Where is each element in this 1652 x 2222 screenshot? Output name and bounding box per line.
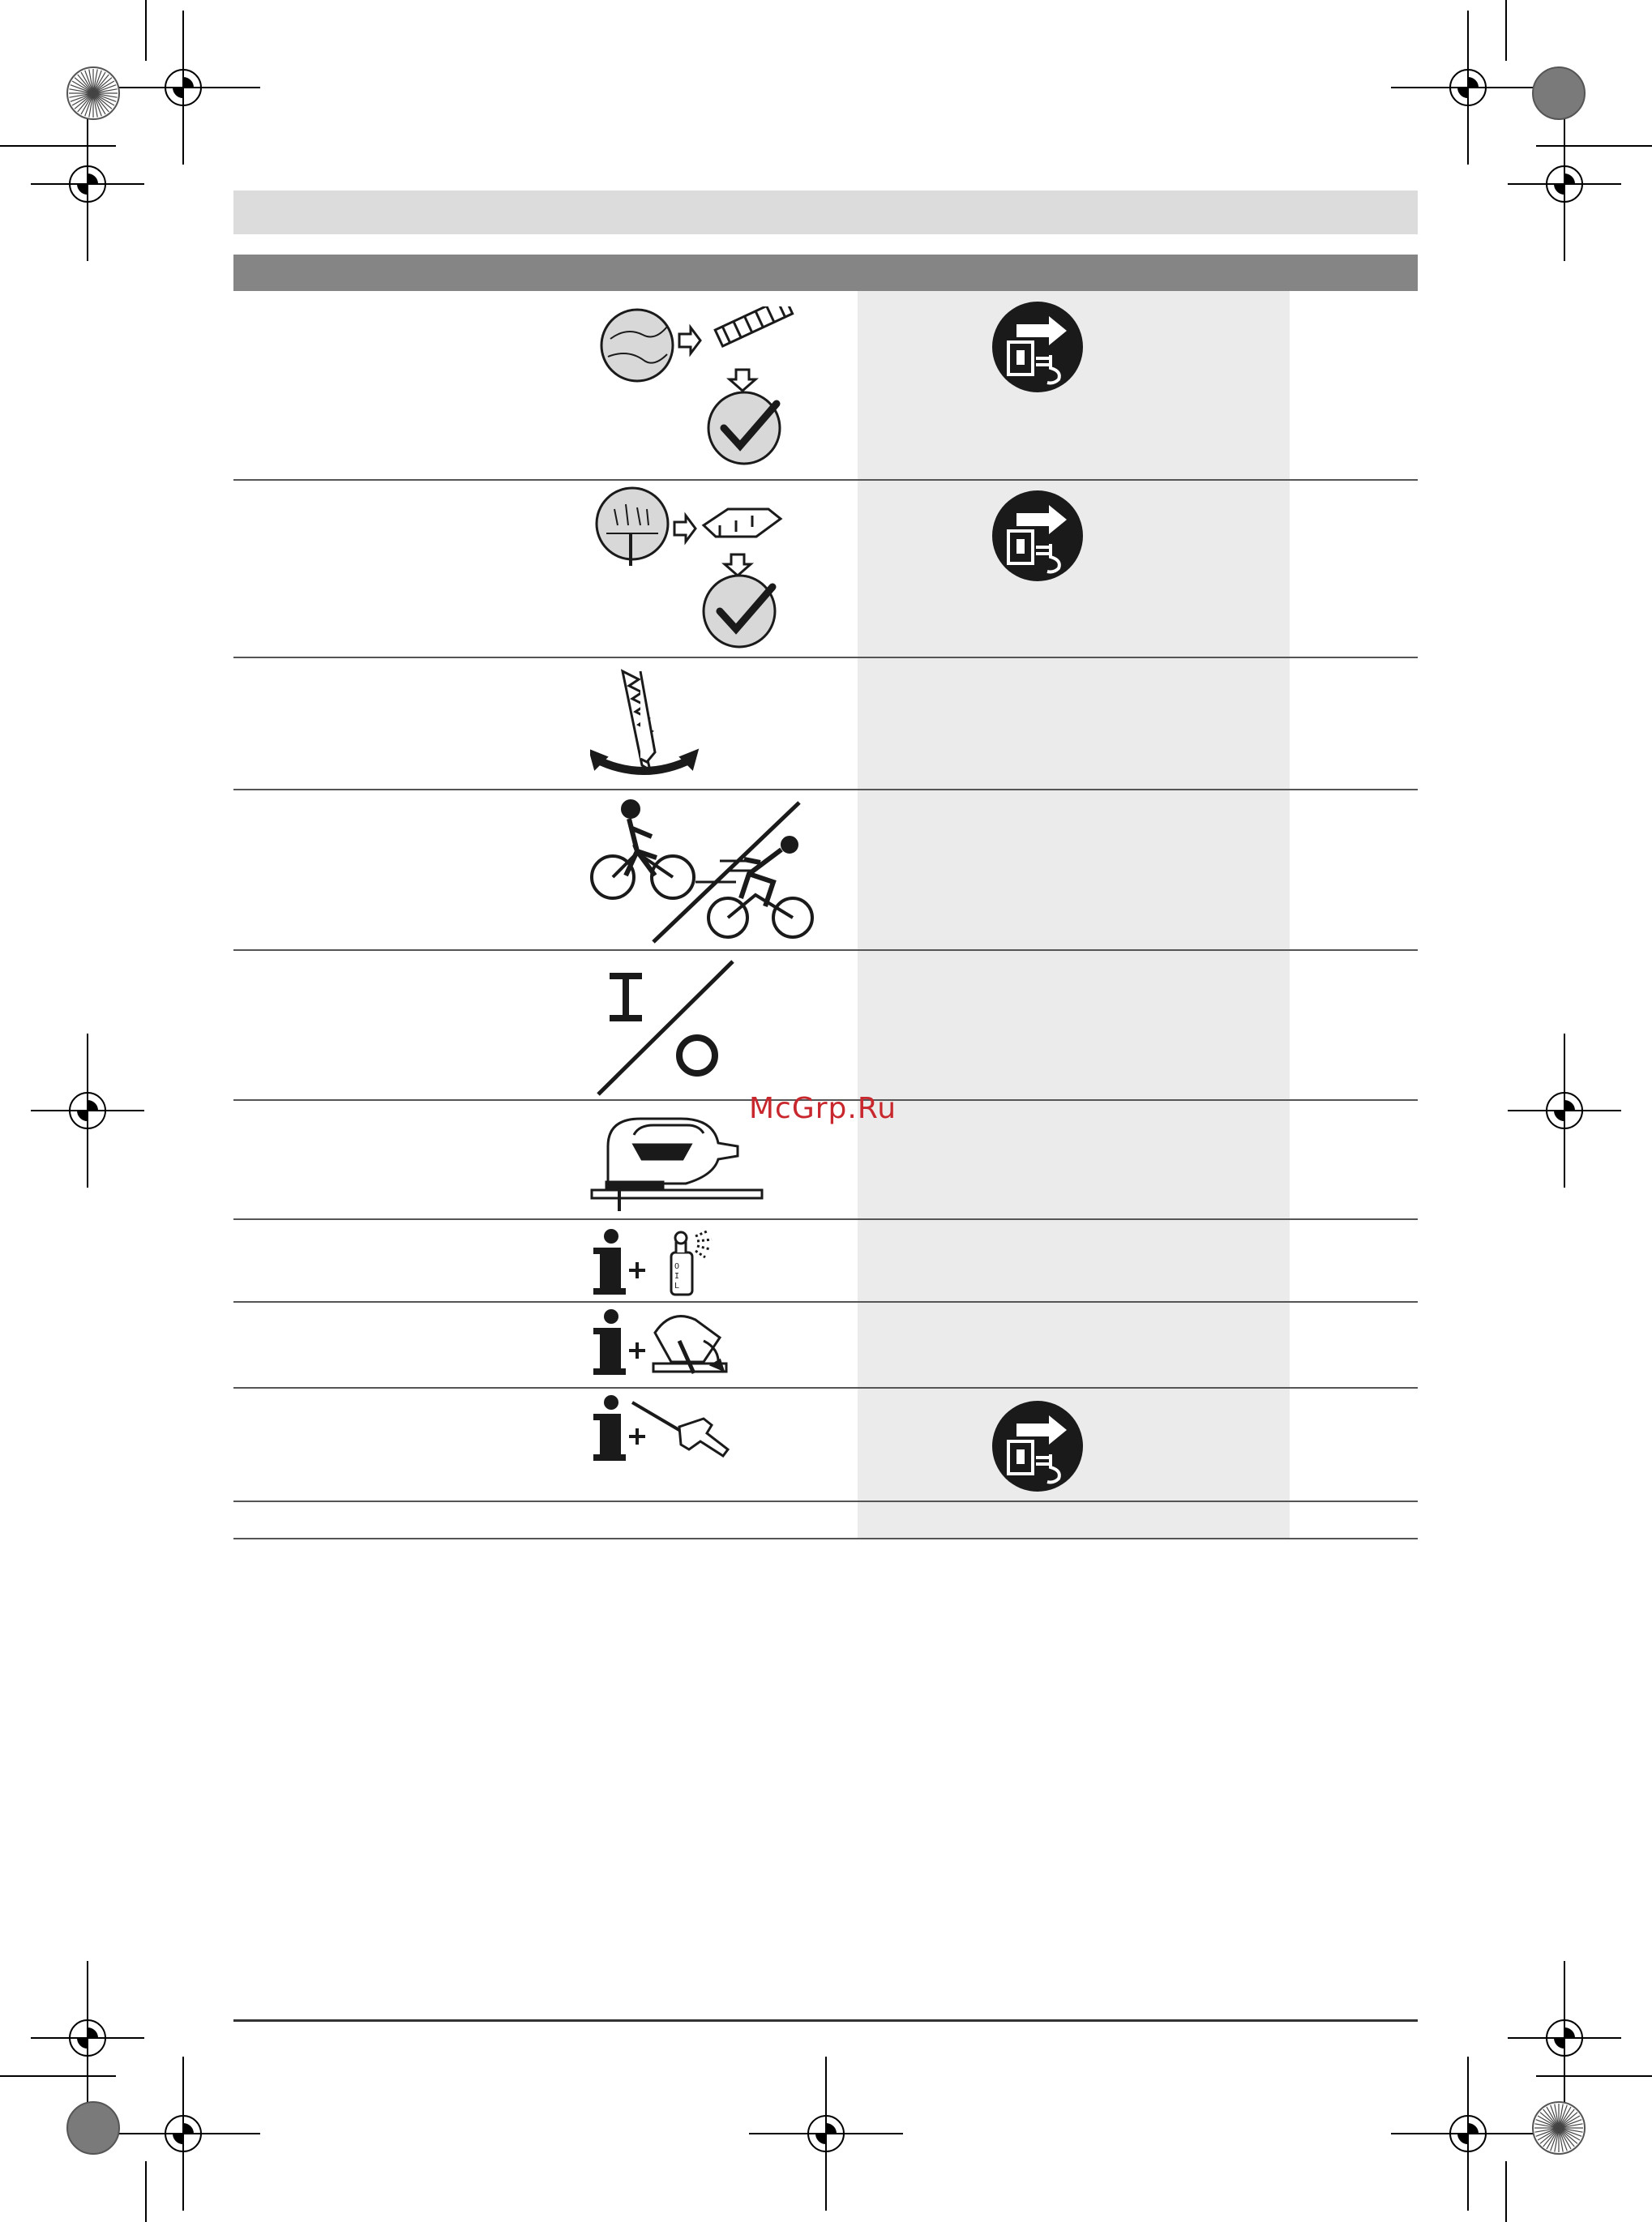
svg-text:I: I xyxy=(674,1272,680,1281)
svg-text:L: L xyxy=(674,1282,680,1291)
info-bevel-cut-icon xyxy=(590,1308,736,1381)
header-band-dark xyxy=(233,255,1418,291)
info-oil-icon xyxy=(590,1228,728,1297)
header-band-light xyxy=(233,191,1418,234)
unplug-icon xyxy=(991,489,1085,583)
row-divider xyxy=(233,479,1418,481)
on-off-switch-icon xyxy=(590,958,736,1096)
row-divider xyxy=(233,1387,1418,1389)
pendulum-action-icon xyxy=(590,663,704,785)
row-divider xyxy=(233,1501,1418,1502)
shaded-column xyxy=(858,291,1290,1538)
splinter-guard-icon xyxy=(590,485,801,651)
svg-text:O: O xyxy=(674,1262,680,1271)
clean-saw-blade-icon xyxy=(590,306,801,469)
row-divider xyxy=(233,949,1418,951)
row-divider xyxy=(233,1538,1418,1539)
jigsaw-on-workpiece-icon xyxy=(590,1106,768,1211)
row-divider xyxy=(233,1218,1418,1220)
watermark-text: McGrp.Ru xyxy=(749,1092,897,1125)
unplug-icon xyxy=(991,300,1085,394)
unplug-icon xyxy=(991,1399,1085,1493)
row-divider xyxy=(233,1301,1418,1303)
info-parallel-guide-icon xyxy=(590,1394,736,1467)
speed-slow-fast-icon xyxy=(590,796,833,946)
row-divider xyxy=(233,789,1418,790)
footer-rule xyxy=(233,2019,1418,2022)
row-divider xyxy=(233,657,1418,658)
